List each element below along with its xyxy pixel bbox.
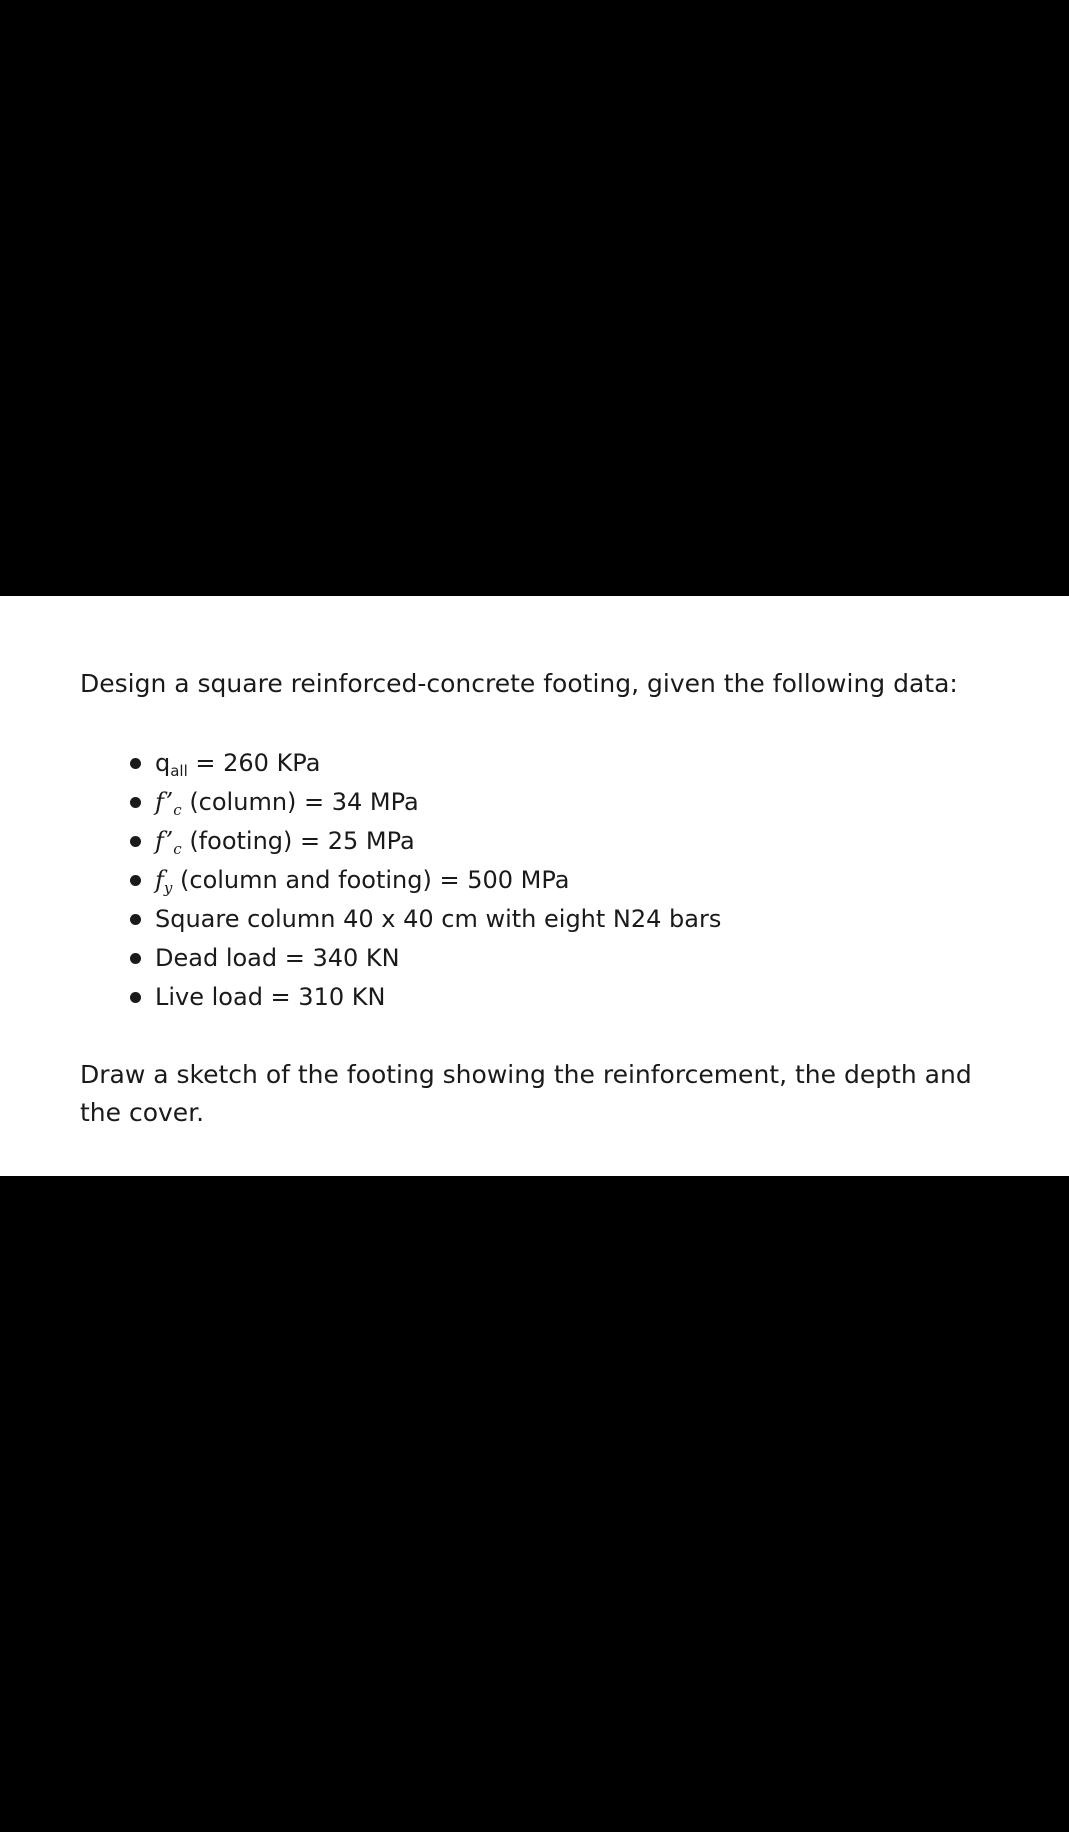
symbol: q [155,749,171,777]
sketch-instruction: Draw a sketch of the footing showing the reinforcement, the depth and the cover. [80,1060,972,1127]
list-item-fy [130,861,721,900]
bottom-black-band [0,1176,1069,1832]
subscript: all [170,762,188,780]
bullet-icon [130,797,141,808]
list-item-dead-load [130,939,721,978]
list-item-fc-column [130,783,721,822]
symbol: f [155,866,164,894]
list-item-live-load [130,978,721,1017]
value-text: Square column 40 x 40 cm with eight N24 bars [155,905,722,933]
document-page [0,596,1069,1176]
subscript: c [173,801,182,819]
problem-statement: Design a square reinforced-concrete footing, given the following data: [80,669,958,698]
value-text: (footing) = 25 MPa [181,827,415,855]
bullet-icon [130,875,141,886]
symbol: f’ [155,827,174,855]
given-data-list [130,744,721,1017]
bullet-icon [130,953,141,964]
list-item-column-size [130,900,721,939]
symbol: f’ [155,788,174,816]
subscript: c [173,840,182,858]
value-text: Dead load = 340 KN [155,944,400,972]
list-item-fc-footing [130,822,721,861]
value-text: (column) = 34 MPa [181,788,419,816]
bullet-icon [130,992,141,1003]
bullet-icon [130,836,141,847]
bullet-icon [130,914,141,925]
subscript: y [163,879,173,897]
list-item-allowable-bearing [130,744,721,783]
value-text: (column and footing) = 500 MPa [172,866,570,894]
bullet-icon [130,758,141,769]
value-text: = 260 KPa [187,749,321,777]
top-black-band [0,0,1069,596]
value-text: Live load = 310 KN [155,983,386,1011]
